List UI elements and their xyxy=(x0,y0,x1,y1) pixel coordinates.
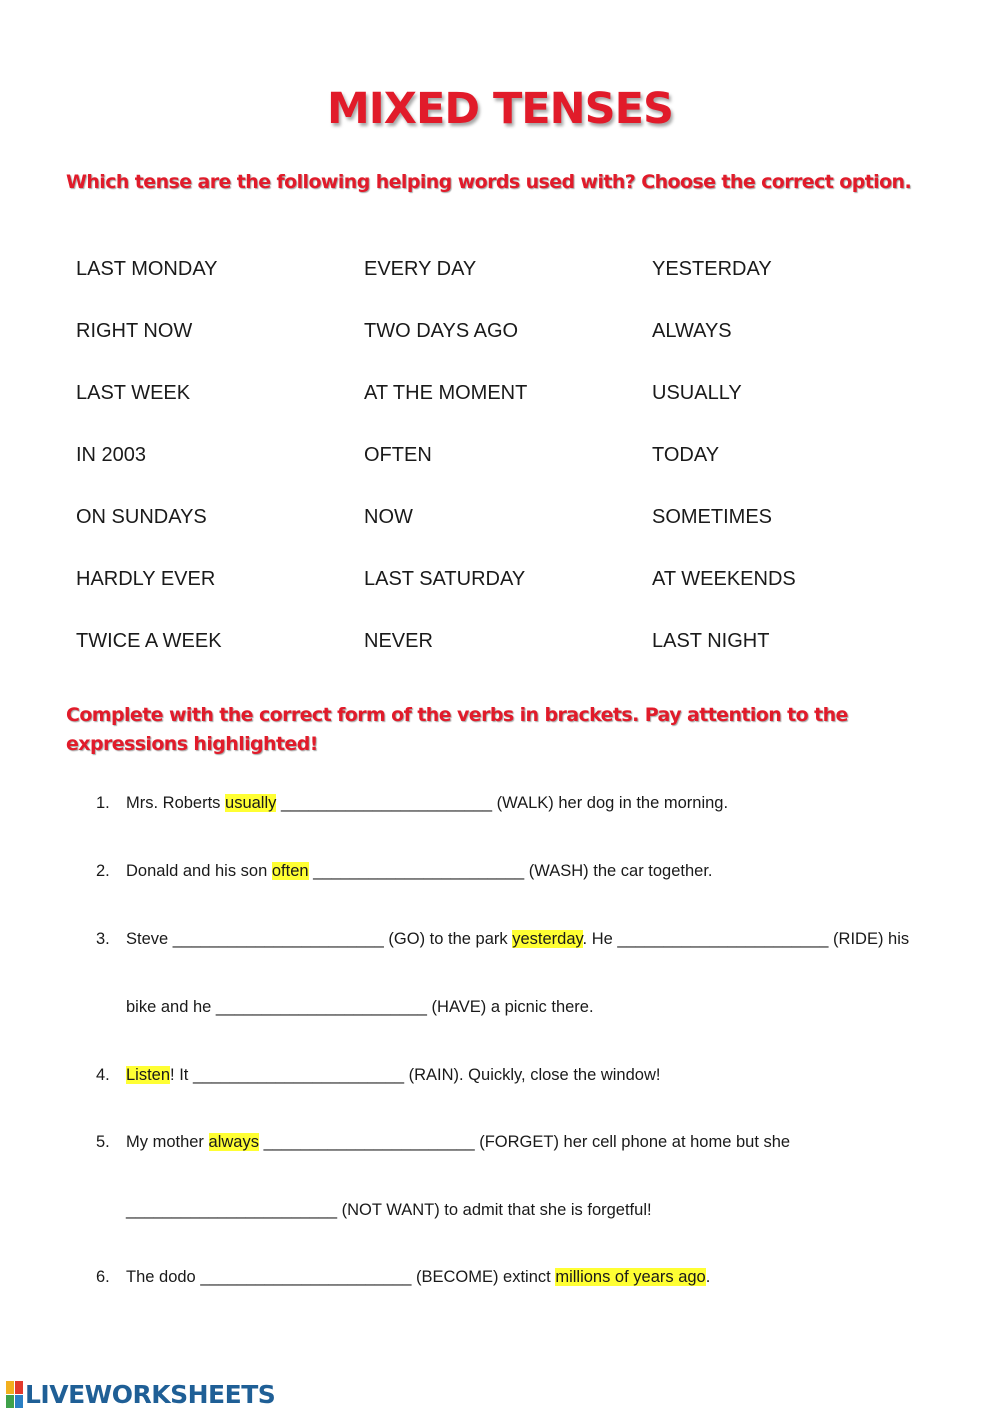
time-expression[interactable]: OFTEN xyxy=(364,444,432,466)
instruction-2: Complete with the correct form of the verbs in brackets. Pay attention to the expressions highlighted! xyxy=(66,704,848,755)
highlighted-expression: millions of years ago xyxy=(555,1268,706,1286)
exercise-number: 1. xyxy=(96,794,110,812)
highlighted-expression: Listen xyxy=(126,1066,171,1084)
exercise-6 xyxy=(96,1263,976,1291)
exercise-4 xyxy=(96,1061,976,1089)
answer-blank[interactable]: _______________________ xyxy=(313,862,525,880)
exercise-text: Steve xyxy=(126,930,173,948)
exercise-number: 6. xyxy=(96,1268,110,1286)
exercise-text: (RIDE) his xyxy=(828,930,910,948)
exercise-text: Mrs. Roberts xyxy=(126,794,226,812)
time-expression[interactable]: TWICE A WEEK xyxy=(76,630,222,652)
highlighted-expression: always xyxy=(208,1133,259,1151)
exercise-text: The dodo xyxy=(126,1268,201,1286)
time-expression[interactable]: LAST NIGHT xyxy=(652,630,770,652)
answer-blank[interactable]: _______________________ xyxy=(200,1268,412,1286)
exercise-number: 3. xyxy=(96,930,110,948)
page-title: MIXED TENSES xyxy=(327,84,673,134)
time-expression[interactable]: TWO DAYS AGO xyxy=(364,320,519,342)
exercise-text: (WASH) the car together. xyxy=(524,862,713,880)
exercise-text: (FORGET) her cell phone at home but she xyxy=(474,1133,791,1151)
answer-blank[interactable]: _______________________ xyxy=(281,794,493,812)
time-expression[interactable]: SOMETIMES xyxy=(652,506,773,528)
time-expression[interactable]: AT WEEKENDS xyxy=(652,568,796,590)
exercise-text: Donald and his son xyxy=(126,862,272,880)
time-expression[interactable]: EVERY DAY xyxy=(364,258,477,280)
exercise-3 xyxy=(96,925,976,953)
time-expressions-grid xyxy=(76,253,956,687)
exercise-text: . He xyxy=(582,930,618,948)
answer-blank[interactable]: _______________________ xyxy=(215,998,427,1016)
logo-text: LIVEWORKSHEETS xyxy=(25,1380,276,1409)
highlighted-expression: usually xyxy=(225,794,277,812)
time-expression[interactable]: IN 2003 xyxy=(76,444,147,466)
answer-blank[interactable]: _______________________ xyxy=(617,930,829,948)
time-expression[interactable]: ALWAYS xyxy=(652,320,732,342)
liveworksheets-logo[interactable] xyxy=(6,1380,275,1409)
time-expression[interactable]: USUALLY xyxy=(652,382,742,404)
exercise-5-continued xyxy=(126,1196,1000,1224)
time-expression[interactable]: NEVER xyxy=(364,630,433,652)
exercise-text: (HAVE) a picnic there. xyxy=(426,998,594,1016)
time-expression[interactable]: AT THE MOMENT xyxy=(364,382,528,404)
highlighted-expression: yesterday xyxy=(512,930,583,948)
exercise-number: 5. xyxy=(96,1133,110,1151)
exercise-text: (BECOME) extinct xyxy=(411,1268,556,1286)
exercise-text: (WALK) her dog in the morning. xyxy=(492,794,729,812)
time-expression[interactable]: TODAY xyxy=(652,444,720,466)
exercise-text: (GO) to the park xyxy=(383,930,513,948)
answer-blank[interactable]: _______________________ xyxy=(172,930,384,948)
exercise-text: ! It xyxy=(170,1066,193,1084)
time-expression[interactable]: LAST WEEK xyxy=(76,382,191,404)
highlighted-expression: often xyxy=(271,862,309,880)
exercise-2 xyxy=(96,857,976,885)
exercise-5 xyxy=(96,1128,976,1156)
exercise-3-continued xyxy=(126,993,1000,1021)
exercise-text: (RAIN). Quickly, close the window! xyxy=(404,1066,661,1084)
time-expression[interactable]: LAST SATURDAY xyxy=(364,568,526,590)
answer-blank[interactable]: _______________________ xyxy=(263,1133,475,1151)
exercise-text: bike and he xyxy=(126,998,216,1016)
exercise-number: 4. xyxy=(96,1066,110,1084)
time-expression[interactable]: YESTERDAY xyxy=(652,258,772,280)
exercise-text: (NOT WANT) to admit that she is forgetful! xyxy=(337,1201,652,1219)
time-expression[interactable]: HARDLY EVER xyxy=(76,568,216,590)
time-expression[interactable]: LAST MONDAY xyxy=(76,258,218,280)
instruction-1: Which tense are the following helping words used with? Choose the correct option. xyxy=(66,171,912,193)
logo-blocks-icon xyxy=(6,1381,23,1408)
exercise-1 xyxy=(96,789,976,817)
answer-blank[interactable]: _______________________ xyxy=(126,1201,338,1219)
time-expression[interactable]: NOW xyxy=(364,506,413,528)
exercise-text: My mother xyxy=(126,1133,209,1151)
exercise-number: 2. xyxy=(96,862,110,880)
time-expression[interactable]: ON SUNDAYS xyxy=(76,506,207,528)
answer-blank[interactable]: _______________________ xyxy=(192,1066,405,1084)
time-expression[interactable]: RIGHT NOW xyxy=(76,320,193,342)
exercise-text: . xyxy=(705,1268,711,1286)
